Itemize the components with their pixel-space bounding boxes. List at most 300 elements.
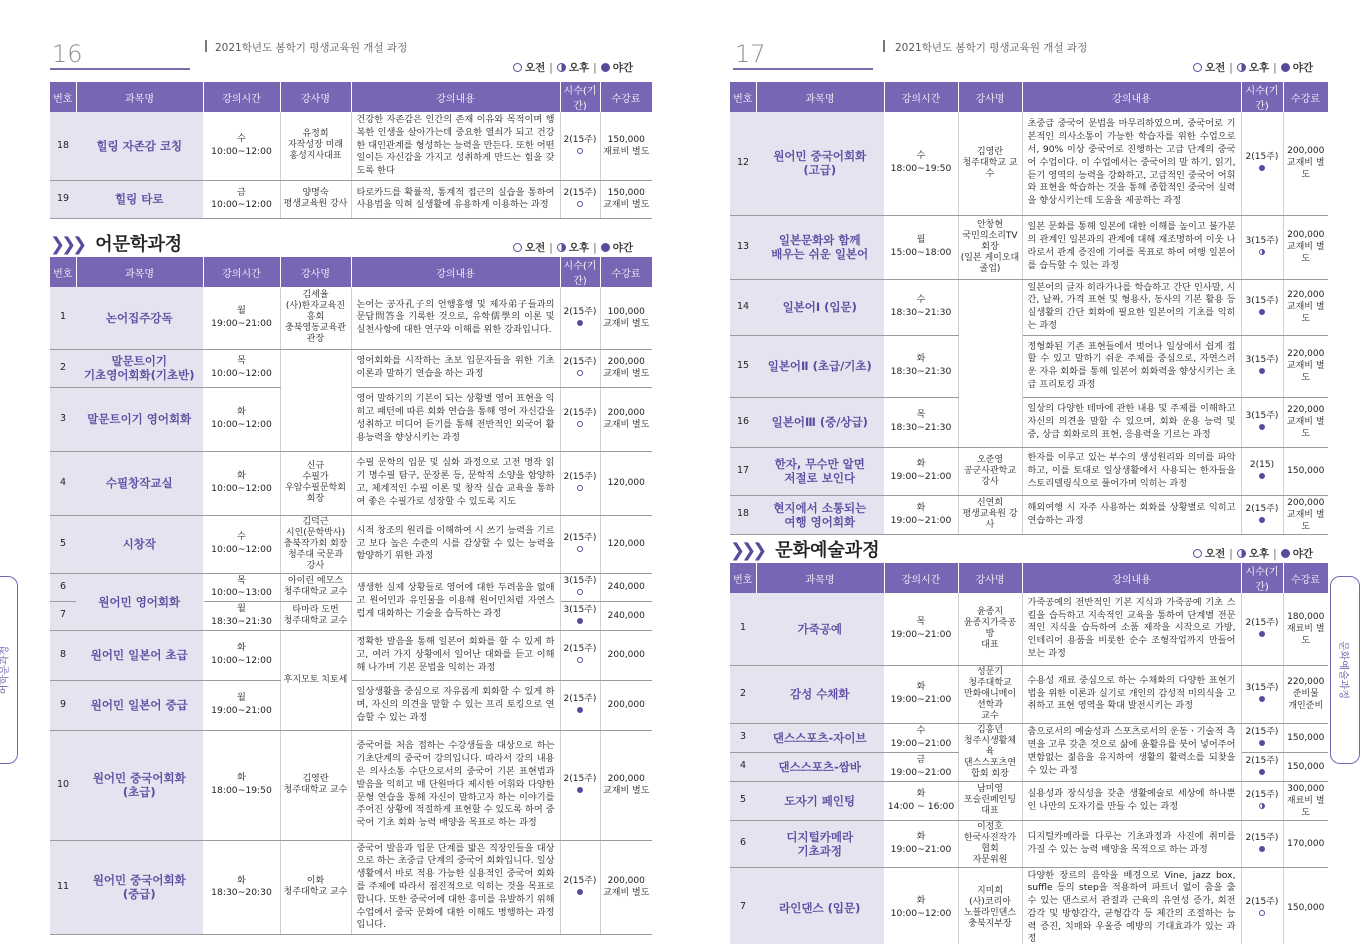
lecture-time: 월 15:00~18:00	[884, 215, 958, 279]
table-row	[730, 723, 1328, 752]
course-description: 해외여행 시 자주 사용하는 회화를 상황별로 익히고 연습하는 과정	[1022, 495, 1241, 534]
lecture-time: 화 10:00~12:00	[884, 867, 958, 944]
course-fee: 150,000 교재비 별도	[600, 180, 652, 218]
instructor-name: 김영란 청주대학교 교수	[958, 112, 1022, 215]
table-row	[50, 287, 652, 349]
chevron-right-icon: ❯❯❯	[730, 540, 764, 561]
column-header: 과목명	[756, 563, 884, 593]
course-hours: 2(15주)	[560, 680, 600, 730]
course-number: 4	[730, 752, 756, 781]
course-description: 다양한 장르의 음악을 배경으로 Vine, jazz box, suffle 등의 step을 적용하여 파트너 없이 춤을 출 수 있는 댄스로서 관절과 근육의 유연성 증가, 회전 감각 및 방향감각, 균형감각 등 체간의 조절하는 능력 증진, 치매와 우울증 예방의 기대효과가 있는 과정	[1022, 867, 1241, 944]
table-header-row	[50, 82, 652, 112]
course-number: 13	[730, 215, 756, 279]
course-fee: 220,000 교재비 별도	[1283, 335, 1328, 397]
course-hours: 2(15주)	[1241, 723, 1283, 752]
instructor-name: 성문기 청주대학교 만화애니메이션학과 교수	[958, 665, 1022, 723]
course-name: 말문트이기 기초영어회화(기초반)	[76, 349, 203, 387]
course-hours: 3(15주)	[560, 573, 600, 602]
course-hours: 2(15주)	[1241, 867, 1283, 944]
table-row	[730, 279, 1328, 335]
section-title-text: 문화예술과정	[775, 540, 880, 561]
course-number: 5	[730, 781, 756, 820]
legend-mid: 오후	[568, 62, 590, 74]
legend-am: 오전	[1205, 548, 1226, 560]
time-slot-empty-icon	[1259, 910, 1265, 916]
course-name: 일본어Ⅰ (입문)	[756, 279, 884, 335]
instructor-name: 남미영 포슬린페인팅 대표	[958, 781, 1022, 820]
course-hours: 3(15주)	[1241, 397, 1283, 447]
course-fee: 150,000 재료비 별도	[600, 112, 652, 180]
course-fee: 220,000 준비물 개인준비	[1283, 665, 1328, 723]
lecture-time: 화 18:30~21:30	[884, 335, 958, 397]
course-description: 수필 문학의 입문 및 심화 과정으로 고전 명작 읽기 명수필 탐구, 문장론 등, 문학적 소양을 함양하고, 체계적인 수필 이론 및 창작 실습 교육을 통하여 좋은 수필가로 성장할 수 있도록 지도	[351, 451, 560, 515]
course-number: 6	[730, 820, 756, 867]
lecture-time: 금 19:00~21:00	[884, 752, 958, 781]
header-title: 2021학년도 봄학기 평생교육원 개설 과정	[215, 42, 408, 54]
course-hours: 3(15주)	[1241, 279, 1283, 335]
course-name: 한자, 무수만 알면 저절로 보인다	[756, 447, 884, 495]
column-header: 강사명	[280, 82, 351, 112]
course-name: 일본문화와 함께 배우는 쉬운 일본어	[756, 215, 884, 279]
course-hours: 2(15)	[1241, 447, 1283, 495]
course-description: 일상의 다양한 테마에 관한 내용 및 주제를 이해하고 자신의 의견을 말할 수 있으며, 회화 운용 능력 및 중, 상급 회화로의 표현, 응용력을 기르는 과정	[1022, 397, 1241, 447]
time-slot-empty-icon	[577, 370, 583, 376]
time-slot-full-icon	[1259, 424, 1265, 430]
mid-circle-icon	[557, 243, 566, 252]
course-fee: 200,000	[600, 680, 652, 730]
course-fee: 200,000 교재비 별도	[1283, 495, 1328, 534]
column-header: 번호	[730, 563, 756, 593]
time-slot-empty-icon	[577, 148, 583, 154]
course-description: 디지털카메라를 다루는 기초과정과 사진에 취미를 가질 수 있는 능력 배양을 목적으로 하는 과정	[1022, 820, 1241, 867]
am-circle-icon	[1193, 549, 1202, 558]
lecture-time: 월 19:00~21:00	[203, 287, 280, 349]
course-name: 원어민 중국어회화 (중급)	[76, 840, 203, 935]
instructor-name: 유정희 자작성장 미래 홍성지사대표	[280, 112, 351, 180]
course-fee: 200,000 교재비 별도	[1283, 215, 1328, 279]
course-name: 말문트이기 영어회화	[76, 387, 203, 451]
table-row	[50, 112, 652, 180]
lecture-time: 화 18:00~19:50	[203, 730, 280, 840]
course-number: 12	[730, 112, 756, 215]
table-row	[730, 397, 1328, 447]
time-slot-full-icon	[1259, 309, 1265, 315]
column-header: 강의시간	[203, 82, 280, 112]
am-circle-icon	[1193, 63, 1202, 72]
course-number: 4	[50, 451, 76, 515]
table-row	[730, 112, 1328, 215]
course-description: 영어 말하기의 기본이 되는 상황별 영어 표현을 익히고 패턴에 따른 회화 연습을 통해 영어 자신감을 성취하고 미디어 듣기를 통해 전반적인 외국어 활용능력을 향상시키는 과정	[351, 387, 560, 451]
column-header: 강의내용	[351, 82, 560, 112]
legend-mid: 오후	[1248, 62, 1270, 74]
column-header: 시수(기간)	[1241, 82, 1283, 112]
course-number: 1	[730, 593, 756, 665]
lecture-time: 금 10:00~12:00	[203, 180, 280, 218]
lecture-time: 수 10:00~12:00	[203, 112, 280, 180]
course-description: 일본어의 글자 히라가나를 학습하고 간단 인사말, 시간, 날짜, 가격 표현 및 형용사, 동사의 기본 활용 등 실생활의 간단 회화에 필요한 일본어의 기초를 익히는 과정	[1022, 279, 1241, 335]
legend-pm: 야간	[1292, 548, 1313, 560]
table-header-row	[730, 82, 1328, 112]
instructor-name: 오준영 공군사관학교 강사	[958, 447, 1022, 495]
column-header: 강의시간	[884, 563, 958, 593]
course-hours: 2(15주)	[560, 112, 600, 180]
lecture-time: 목 10:00~12:00	[203, 349, 280, 387]
lecture-time: 화 19:00~21:00	[884, 495, 958, 534]
lecture-time: 화 19:00~21:00	[884, 447, 958, 495]
instructor-name: 후지모토 치토세	[280, 630, 351, 730]
column-header: 시수(기간)	[560, 257, 600, 287]
column-header: 번호	[730, 82, 756, 112]
course-number: 14	[730, 279, 756, 335]
course-description: 춤으로서의 예술성과 스포츠로서의 운동ㆍ기술적 측면을 고루 갖춘 것으로 삶에 윤활유를 붓어 넣어주어 변함없는 젊음을 유지하여 생활의 활력소를 되찾을 수 있는 과정	[1022, 723, 1241, 781]
course-fee: 220,000 교재비 별도	[1283, 397, 1328, 447]
course-description: 실용성과 장식성을 갖춘 생활예술로 세상에 하나뿐인 나만의 도자기를 만들 수 있는 과정	[1022, 781, 1241, 820]
course-hours: 2(15주)	[1241, 781, 1283, 820]
table-row	[50, 630, 652, 680]
time-slot-full-icon	[1259, 846, 1265, 852]
table-row	[50, 451, 652, 515]
lecture-time: 월 18:30~21:30	[203, 602, 280, 631]
course-hours: 2(15주)	[560, 840, 600, 935]
header-title: 2021학년도 봄학기 평생교육원 개설 과정	[895, 42, 1088, 54]
table-row	[50, 573, 652, 602]
course-hours: 2(15주)	[560, 180, 600, 218]
course-hours: 2(15주)	[560, 630, 600, 680]
lecture-time: 화 10:00~12:00	[203, 387, 280, 451]
course-description: 건강한 자존감은 인간의 존재 이유와 목적이며 행복한 인생을 살아가는데 중요한 열쇠가 되고 건강한 대인관계를 형성하는 능력을 만든다. 또한 어떤 일이든 자신감을 가지고 성취하게 만드는 힘을 갖도록 한다	[351, 112, 560, 180]
pm-circle-icon	[1281, 549, 1290, 558]
course-number: 9	[50, 680, 76, 730]
table-row	[730, 593, 1328, 665]
time-slot-full-icon	[577, 618, 583, 624]
instructor-name: 타마라 도번 청주대학교 교수	[280, 602, 351, 631]
lecture-time: 수 10:00~12:00	[203, 515, 280, 573]
course-hours: 2(15주)	[560, 387, 600, 451]
course-number: 1	[50, 287, 76, 349]
time-slot-full-icon	[577, 320, 583, 326]
mid-circle-icon	[1237, 63, 1246, 72]
course-name: 원어민 중국어회화 (고급)	[756, 112, 884, 215]
course-hours: 2(15주)	[1241, 820, 1283, 867]
course-description: 초중급 중국어 문법을 마무리하였으며, 중국어로 기본적인 의사소통이 가능한 학습자를 위한 수업으로서, 90% 이상 중국어로 진행하는 고급 단계의 중국어 수업이다. 이 수업에서는 중국어의 말 하기, 읽기, 듣기 영역의 능력을 강화하고, 고급적인 중국어 어휘와 표현을 학습하는 것을 통해 종합적인 중국어 실력을 향상시키는데 도움을 제공하는 과정	[1022, 112, 1241, 215]
header-divider	[883, 40, 885, 52]
side-tab-left	[0, 576, 18, 764]
legend-am: 오전	[525, 62, 546, 74]
column-header: 강의내용	[1022, 563, 1241, 593]
table-row	[730, 335, 1328, 397]
legend-pm: 야간	[612, 62, 633, 74]
page-number: 17	[733, 40, 873, 70]
table-row	[50, 515, 652, 573]
course-fee: 180,000 재료비 별도	[1283, 593, 1328, 665]
column-header: 시수(기간)	[560, 82, 600, 112]
column-header: 강의시간	[884, 82, 958, 112]
section-title-munhwa	[730, 536, 880, 562]
table-row	[730, 215, 1328, 279]
mid-circle-icon	[1237, 549, 1246, 558]
instructor-name: 김덕근 시인(문학박사) 충북작가회 회장 청주대 국문과 강사	[280, 515, 351, 573]
column-header: 수강료	[600, 257, 652, 287]
course-name: 댄스스포츠-자이브	[756, 723, 884, 752]
time-slot-full-icon	[1259, 517, 1265, 523]
time-slot-empty-icon	[577, 201, 583, 207]
course-table-eomun	[50, 257, 653, 935]
course-fee: 120,000	[600, 515, 652, 573]
instructor-name: 김세율 (사)한자교육진흥회 충북영동교육관 관장	[280, 287, 351, 349]
time-slot-full-icon	[577, 707, 583, 713]
table-header-row	[730, 563, 1328, 593]
course-name: 힐링 타로	[76, 180, 203, 218]
column-header: 번호	[50, 82, 76, 112]
course-hours: 2(15주)	[560, 515, 600, 573]
table-row	[50, 387, 652, 451]
table-row	[730, 447, 1328, 495]
lecture-time: 수 18:30~21:30	[884, 279, 958, 335]
course-fee: 100,000 교재비 별도	[600, 287, 652, 349]
time-slot-half-icon	[1259, 249, 1265, 255]
course-description: 수용성 재료 중심으로 하는 수채화의 다양한 표현기법을 위한 이론과 실기로 개인의 감성적 미의식을 고취하고 표현 영역을 확대 발전시키는 과정	[1022, 665, 1241, 723]
course-hours: 3(15주)	[1241, 665, 1283, 723]
course-description: 중국어 발음과 입문 단계를 밟은 직장인들을 대상으로 하는 초중급 단계의 중국어 회화입니다. 일상생활에서 바로 적용 가능한 실용적인 중국어 회화를 주제에 따라서 점진적으로 익히는 것을 목표로 합니다. 또한 중국어에 대한 흥미를 유발하기 위해 수업에서 중국 문화에 대한 이해도 병행하는 과정입니다.	[351, 840, 560, 935]
course-number: 6	[50, 573, 76, 602]
side-tab-label: 문화예술과정	[1337, 641, 1349, 699]
side-tab-right	[1330, 576, 1360, 764]
column-header: 강사명	[958, 82, 1022, 112]
lecture-time: 화 14:00 ~ 16:00	[884, 781, 958, 820]
column-header: 시수(기간)	[1241, 563, 1283, 593]
instructor-name	[280, 349, 351, 451]
course-fee: 150,000	[1283, 752, 1328, 781]
table-row	[730, 781, 1328, 820]
course-hours: 2(15주)	[560, 349, 600, 387]
course-number: 7	[50, 602, 76, 631]
time-slot-empty-icon	[577, 421, 583, 427]
course-fee: 170,000	[1283, 820, 1328, 867]
pm-circle-icon	[601, 243, 610, 252]
course-name: 도자기 페인팅	[756, 781, 884, 820]
course-table-top-left	[50, 82, 653, 219]
lecture-time: 화 10:00~12:00	[203, 451, 280, 515]
course-name: 원어민 일본어 중급	[76, 680, 203, 730]
instructor-name: 이정호 한국사진작가협회 자문위원	[958, 820, 1022, 867]
lecture-time: 목 18:30~21:30	[884, 397, 958, 447]
instructor-name	[958, 279, 1022, 447]
section-title-text: 어문학과정	[95, 234, 183, 255]
table-header-row	[50, 257, 652, 287]
legend-am: 오전	[525, 242, 546, 254]
time-slot-empty-icon	[577, 546, 583, 552]
time-slot-empty-icon	[577, 657, 583, 663]
time-slot-full-icon	[1259, 696, 1265, 702]
course-fee: 220,000 교재비 별도	[1283, 279, 1328, 335]
course-description: 일상생활을 중심으로 자유롭게 회화할 수 있게 하며, 자신의 의견을 말할 수 있는 프리 토킹으로 연습할 수 있는 과정	[351, 680, 560, 730]
course-name: 논어집주강독	[76, 287, 203, 349]
time-slot-full-icon	[1259, 473, 1265, 479]
course-number: 2	[730, 665, 756, 723]
course-name: 시창작	[76, 515, 203, 573]
column-header: 강의내용	[1022, 82, 1241, 112]
course-name: 일본어Ⅱ (초급/기초)	[756, 335, 884, 397]
course-fee: 150,000	[1283, 723, 1328, 752]
table-row	[50, 349, 652, 387]
course-hours: 3(15주)	[560, 602, 600, 631]
time-slot-full-icon	[1259, 368, 1265, 374]
course-fee: 200,000 교재비 별도	[600, 387, 652, 451]
course-hours: 2(15주)	[1241, 593, 1283, 665]
time-slot-full-icon	[577, 889, 583, 895]
course-table-top-right	[730, 82, 1329, 535]
time-slot-full-icon	[1259, 740, 1265, 746]
instructor-name: 김영란 청주대학교 교수	[280, 730, 351, 840]
time-legend: 오전 | 오후 | 야간	[1193, 60, 1313, 75]
course-description: 생생한 실제 상황들로 영어에 대한 두려움을 없애고 원어민과 유인물을 이용해 원어민처럼 자연스럽게 대화하는 기술을 습득하는 과정	[351, 573, 560, 630]
course-description: 정형화된 기존 표현들에서 벗어나 일상에서 쉽게 접할 수 있고 말하기 쉬운 주제를 중심으로, 자연스러운 자유 회화를 통해 일본어 회화력을 향상시키는 초급 프리토킹 과정	[1022, 335, 1241, 397]
legend-mid: 오후	[568, 242, 590, 254]
am-circle-icon	[513, 63, 522, 72]
table-row	[50, 730, 652, 840]
course-number: 3	[50, 387, 76, 451]
instructor-name: 김흥년 청주시생활체육 댄스스포츠연합회 회장	[958, 723, 1022, 781]
page-number: 16	[50, 40, 190, 70]
course-fee: 200,000 교재비 별도	[600, 840, 652, 935]
column-header: 번호	[50, 257, 76, 287]
time-slot-empty-icon	[577, 589, 583, 595]
time-legend: 오전 | 오후 | 야간	[513, 60, 633, 75]
course-hours: 2(15주)	[1241, 112, 1283, 215]
course-fee: 200,000 교재비 별도	[1283, 112, 1328, 215]
lecture-time: 월 19:00~21:00	[203, 680, 280, 730]
lecture-time: 화 19:00~21:00	[884, 820, 958, 867]
lecture-time: 목 19:00~21:00	[884, 593, 958, 665]
course-number: 18	[730, 495, 756, 534]
course-hours: 2(15주)	[560, 287, 600, 349]
table-row	[730, 665, 1328, 723]
column-header: 과목명	[756, 82, 884, 112]
course-number: 17	[730, 447, 756, 495]
course-name: 일본어Ⅲ (중/상급)	[756, 397, 884, 447]
course-number: 2	[50, 349, 76, 387]
table-row	[730, 820, 1328, 867]
header-divider	[205, 40, 207, 52]
course-fee: 200,000 교재비 별도	[600, 730, 652, 840]
course-description: 정확한 발음을 통해 일본어 회화를 할 수 있게 하고, 여러 가지 상황에서 일어난 대화를 듣고 이해해 나가며 기본 문법을 익히는 과정	[351, 630, 560, 680]
pm-circle-icon	[1281, 63, 1290, 72]
instructor-name: 신연희 평생교육원 강사	[958, 495, 1022, 534]
course-description: 가죽공예의 전반적인 기본 지식과 가죽공예 기초 스킬을 습득하고 지속적인 교육을 통하여 단계별 전문적인 지식을 습득하여 소품 제작을 시작으로 가방, 인테리어 용품을 비롯한 순수 조형작업까지 만들어보는 과정	[1022, 593, 1241, 665]
course-name: 감성 수채화	[756, 665, 884, 723]
course-number: 15	[730, 335, 756, 397]
legend-am: 오전	[1205, 62, 1226, 74]
course-number: 10	[50, 730, 76, 840]
lecture-time: 화 19:00~21:00	[884, 665, 958, 723]
time-slot-half-icon	[1259, 803, 1265, 809]
instructor-name: 양명숙 평생교육원 강사	[280, 180, 351, 218]
column-header: 강사명	[958, 563, 1022, 593]
course-fee: 200,000	[600, 630, 652, 680]
lecture-time: 수 18:00~19:50	[884, 112, 958, 215]
course-fee: 240,000	[600, 573, 652, 602]
lecture-time: 화 18:30~20:30	[203, 840, 280, 935]
side-tab-label: 어학문과정	[0, 645, 11, 695]
course-fee: 240,000	[600, 602, 652, 631]
course-number: 16	[730, 397, 756, 447]
course-name: 디지털카메라 기초과정	[756, 820, 884, 867]
section-title-eomun	[50, 230, 182, 256]
column-header: 수강료	[1283, 563, 1328, 593]
course-hours: 2(15주)	[1241, 752, 1283, 781]
course-number: 11	[50, 840, 76, 935]
column-header: 수강료	[1283, 82, 1328, 112]
column-header: 강의내용	[351, 257, 560, 287]
instructor-name: 지미희 (사)코리아 노블라인댄스 충북지부장	[958, 867, 1022, 944]
course-name: 가죽공예	[756, 593, 884, 665]
column-header: 강의시간	[203, 257, 280, 287]
time-legend: 오전 | 오후 | 야간	[1193, 546, 1313, 561]
instructor-name: 아이린 에모스 청주대학교 교수	[280, 573, 351, 602]
course-description: 중국어를 처음 접하는 수강생들을 대상으로 하는 기초단계의 중국어 강의입니다. 따라서 강의 내용은 의사소통 수단으로서의 중국어 기본 표현법과 발음을 익히고 매 단원마다 제시한 어휘와 다양한 문형 연습을 통해 자신이 말하고자 하는 이야기를 주어진 상황에 적절하게 표현할 수 있도록 하여 중국어 기초 회화 능력 배양을 목표로 하는 과정	[351, 730, 560, 840]
course-description: 영어회화를 시작하는 초보 입문자들을 위한 기초이론과 말하기 연습을 하는 과정	[351, 349, 560, 387]
course-hours: 2(15주)	[560, 451, 600, 515]
course-table-munhwa	[730, 563, 1329, 944]
table-row	[50, 180, 652, 218]
course-fee: 300,000 재료비 별도	[1283, 781, 1328, 820]
course-hours: 3(15주)	[1241, 335, 1283, 397]
course-fee: 200,000 교재비 별도	[600, 349, 652, 387]
course-hours: 3(15주)	[1241, 215, 1283, 279]
course-description: 논어는 공자孔子의 언행흥행 및 제자弟子들과의 문답問答을 기록한 것으로, 유학儒學의 이론 및 실천사항에 대한 연구와 이해를 위한 강좌입니다.	[351, 287, 560, 349]
course-number: 8	[50, 630, 76, 680]
column-header: 수강료	[600, 82, 652, 112]
course-name: 현지에서 소통되는 여행 영어회화	[756, 495, 884, 534]
time-legend: 오전 | 오후 | 야간	[513, 240, 633, 255]
instructor-name: 이화 청주대학교 교수	[280, 840, 351, 935]
course-name: 댄스스포츠-쌈바	[756, 752, 884, 781]
time-slot-full-icon	[1259, 165, 1265, 171]
course-number: 7	[730, 867, 756, 944]
instructor-name: 신규 수필가 우암수필문학회 회장	[280, 451, 351, 515]
course-number: 18	[50, 112, 76, 180]
instructor-name: 윤종지 윤종지가죽공방 대표	[958, 593, 1022, 665]
legend-pm: 야간	[612, 242, 633, 254]
time-slot-full-icon	[1259, 631, 1265, 637]
chevron-right-icon: ❯❯❯	[50, 234, 84, 255]
course-number: 3	[730, 723, 756, 752]
course-number: 19	[50, 180, 76, 218]
course-name: 힐링 자존감 코칭	[76, 112, 203, 180]
course-name: 원어민 일본어 초급	[76, 630, 203, 680]
lecture-time: 수 19:00~21:00	[884, 723, 958, 752]
legend-mid: 오후	[1248, 548, 1270, 560]
course-description: 한자를 이루고 있는 부수의 생성원리와 의미를 파악하고, 이를 토대로 일상생활에서 사용되는 한자들을 스토리텔링식으로 풀어가며 익히는 과정	[1022, 447, 1241, 495]
course-number: 5	[50, 515, 76, 573]
course-description: 시적 창조의 원리를 이해하여 시 쓰기 능력을 기르고 보다 높은 수준의 시를 감상할 수 있는 능력을 함양하기 위한 과정	[351, 515, 560, 573]
lecture-time: 화 10:00~12:00	[203, 630, 280, 680]
time-slot-full-icon	[1259, 769, 1265, 775]
lecture-time: 목 10:00~13:00	[203, 573, 280, 602]
mid-circle-icon	[557, 63, 566, 72]
course-name: 라인댄스 (입문)	[756, 867, 884, 944]
table-row	[50, 840, 652, 935]
time-slot-full-icon	[577, 787, 583, 793]
column-header: 과목명	[76, 82, 203, 112]
time-slot-empty-icon	[577, 485, 583, 491]
column-header: 과목명	[76, 257, 203, 287]
course-name: 수필창작교실	[76, 451, 203, 515]
course-hours: 2(15주)	[1241, 495, 1283, 534]
course-fee: 150,000	[1283, 447, 1328, 495]
table-row	[730, 495, 1328, 534]
course-description: 타로카드를 확률적, 통계적 접근의 실습을 통하여 사용법을 익혀 실생활에 유용하게 이용하는 과정	[351, 180, 560, 218]
